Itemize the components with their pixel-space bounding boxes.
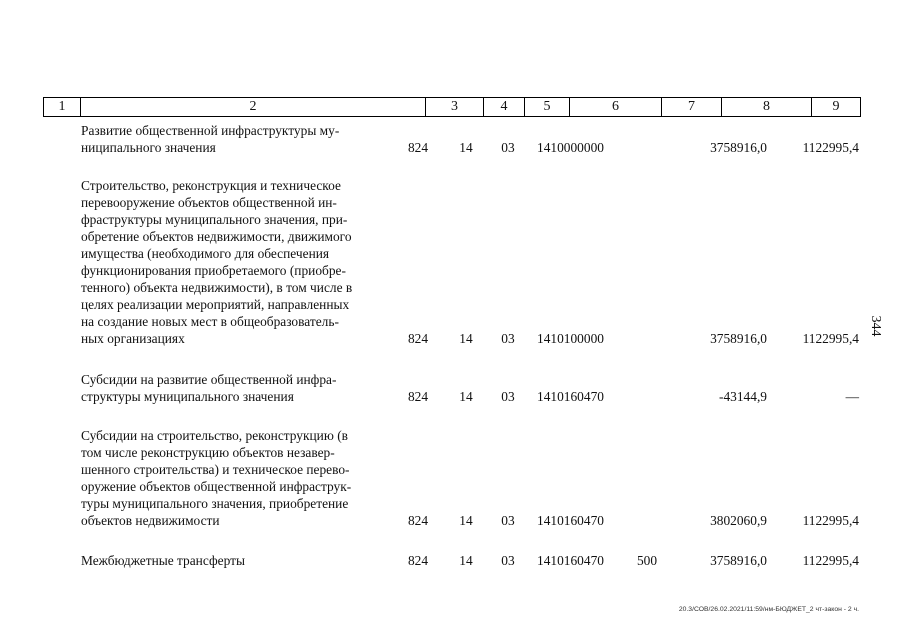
desc-line: перевооружение объектов общественной ин- [81,195,337,210]
cell-target-code: 1410160470 [537,513,604,528]
desc-line: ниципального значения [81,140,216,155]
cell-amount-1: 3758916,0 [710,331,767,346]
desc-line: Межбюджетные трансферты [81,553,245,568]
row-description [81,371,385,405]
row-description [81,427,385,529]
desc-line: ных организациях [81,331,185,346]
cell-amount-1: -43144,9 [719,389,767,404]
desc-line: шенного строительства) и техническое перево- [81,462,350,477]
desc-line: Развитие общественной инфраструктуры му- [81,123,340,138]
header-col-1: 1 [44,98,81,116]
cell-subsection: 03 [501,389,515,404]
cell-amount-2: 1122995,4 [802,513,859,528]
cell-ministry: 824 [407,553,429,568]
cell-ministry: 824 [407,389,429,404]
desc-line: объектов недвижимости [81,513,220,528]
cell-section: 14 [459,553,473,568]
cell-expense-type: 500 [636,553,658,568]
row-description [81,122,385,156]
header-col-3: 3 [426,98,484,116]
cell-section: 14 [459,513,473,528]
cell-amount-1: 3802060,9 [710,513,767,528]
cell-section: 14 [459,389,473,404]
header-col-9: 9 [832,99,840,114]
desc-line: структуры муниципального значения [81,389,294,404]
cell-target-code: 1410160470 [537,389,604,404]
page-number: 344 [868,315,883,337]
desc-line: том числе реконструкцию объектов незавер- [81,445,335,460]
row-description [81,177,385,347]
desc-line: Строительство, реконструкция и техническое [81,178,341,193]
desc-line: имущества (необходимого для обеспечения [81,246,330,261]
desc-line: Субсидии на развитие общественной инфра- [81,372,337,387]
desc-line: тенного) объекта недвижимости), в том числе в [81,280,353,295]
cell-target-code: 1410160470 [537,553,604,568]
cell-target-code: 1410000000 [537,140,604,155]
cell-ministry: 824 [407,331,429,346]
header-col-5: 5 [525,98,570,116]
cell-subsection: 03 [501,140,515,155]
header-col-4: 4 [484,98,525,116]
desc-line: функционирования приобретаемого (приобре- [81,263,346,278]
document-footer: 20.3/СОВ/26.02.2021/11:59/нм-БЮДЖЕТ_2 чт-закон - 2 ч. [678,606,859,613]
cell-subsection: 03 [501,331,515,346]
header-col-7: 7 [662,98,722,116]
cell-amount-2: 1122995,4 [802,331,859,346]
cell-section: 14 [459,331,473,346]
header-col-2: 2 [81,98,426,116]
header-col-6: 6 [570,98,662,116]
desc-line: туры муниципального значения, приобретение [81,496,349,511]
cell-amount-1: 3758916,0 [710,140,767,155]
desc-line: целях реализации мероприятий, направленных [81,297,350,312]
cell-amount-2: 1122995,4 [802,140,859,155]
cell-amount-2: — [845,389,859,404]
cell-section: 14 [459,140,473,155]
row-description [81,552,385,569]
cell-amount-2: 1122995,4 [802,553,859,568]
desc-line: Субсидии на строительство, реконструкцию (в [81,428,348,443]
header-col-8: 8 [722,98,812,116]
table-header [43,97,861,117]
desc-line: на создание новых мест в общеобразователь- [81,314,339,329]
cell-subsection: 03 [501,513,515,528]
cell-amount-1: 3758916,0 [710,553,767,568]
cell-target-code: 1410100000 [537,331,604,346]
desc-line: фраструктуры муниципального значения, при- [81,212,348,227]
cell-subsection: 03 [501,553,515,568]
desc-line: обретение объектов недвижимости, движимого [81,229,352,244]
cell-ministry: 824 [407,140,429,155]
cell-ministry: 824 [407,513,429,528]
desc-line: оружение объектов общественной инфраструк- [81,479,352,494]
